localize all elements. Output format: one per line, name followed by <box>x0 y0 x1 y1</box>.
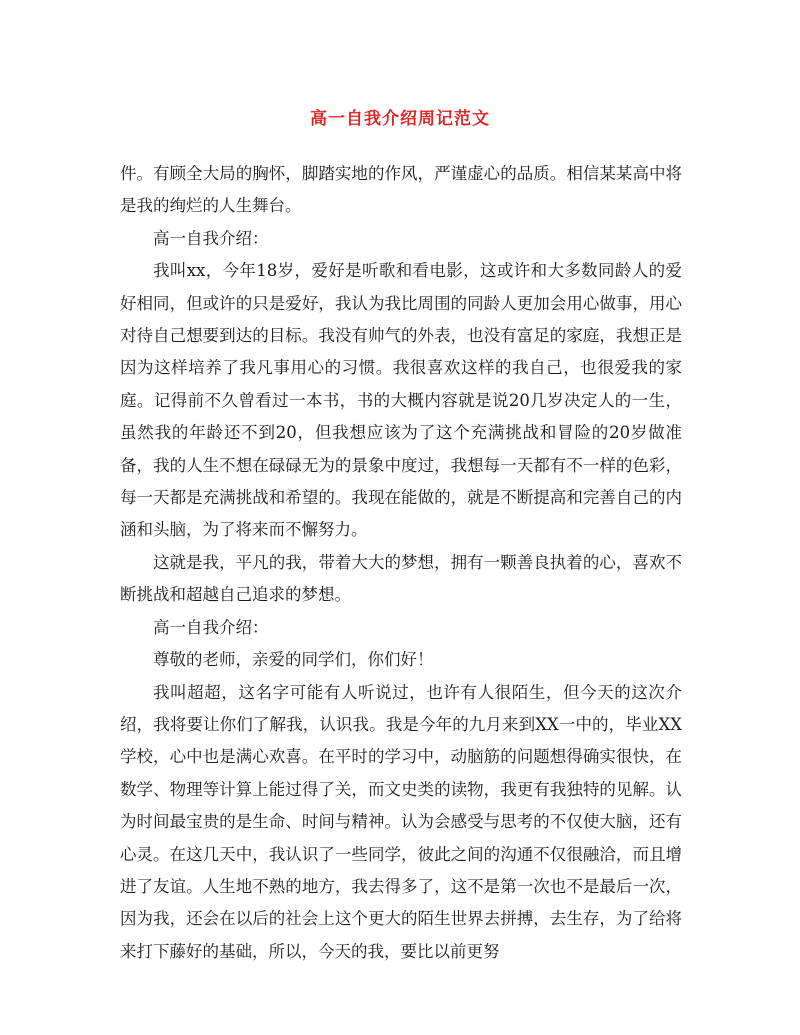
section-heading-2: 高一自我介绍： <box>153 617 269 637</box>
paragraph-self-intro-1: 我叫xx，今年18岁，爱好是听歌和看电影，这或许和大多数同龄人的爱好相同，但或许的只是爱好，我认为我比周围的同龄人更加会用心做事，用心对待自己想要到达的目标。我没有帅气的外表，也没有富足的家庭，我想正是因为这样培养了我凡事用心的习惯。我很喜欢这样的我自己，也很爱我的家庭。记得前不久曾看过一本书，书的大概内容就是说20几岁决定人的一生，虽然我的年龄还不到20，但我想应该为了这个充满挑战和冒险的20岁做准备，我的人生不想在碌碌无为的景象中度过，我想每一天都有不一样的色彩，每一天都是充满挑战和希望的。我现在能做的，就是不断提高和完善自己的内涵和头脑，为了将来而不懈努力。 <box>120 261 682 540</box>
paragraph-self-intro-2: 我叫超超，这名字可能有人听说过，也许有人很陌生，但今天的这次介绍，我将要让你们了解我，认识我。我是今年的九月来到XX一中的，毕业XX学校，心中也是满心欢喜。在平时的学习中，动脑筋的问题想得确实很快，在数学、物理等计算上能过得了关，而文史类的读物，我更有我独特的见解。认为时间最宝贵的是生命、时间与精神。认为会感受与思考的不仅使大脑，还有心灵。在这几天中，我认识了一些同学，彼此之间的沟通不仅很融洽，而且增进了友谊。人生地不熟的地方，我去得多了，这不是第一次也不是最后一次，因为我，还会在以后的社会上这个更大的陌生世界去拼搏，去生存，为了给将来打下藤好的基础，所以，今天的我，要比以前更努 <box>120 682 682 961</box>
paragraph-greeting: 尊敬的老师，亲爱的同学们，你们好！ <box>153 650 434 670</box>
paragraph-continuation: 件。有顾全大局的胸怀，脚踏实地的作风，严谨虚心的品质。相信某某高中将是我的绚烂的人生舞台。 <box>120 164 682 216</box>
document-title: 高一自我介绍周记范文 <box>310 109 490 129</box>
section-heading-1: 高一自我介绍： <box>153 228 269 248</box>
document-body <box>120 158 682 968</box>
paragraph-summary: 这就是我，平凡的我，带着大大的梦想，拥有一颗善良执着的心，喜欢不断挑战和超越自己追求的梦想。 <box>120 552 682 605</box>
